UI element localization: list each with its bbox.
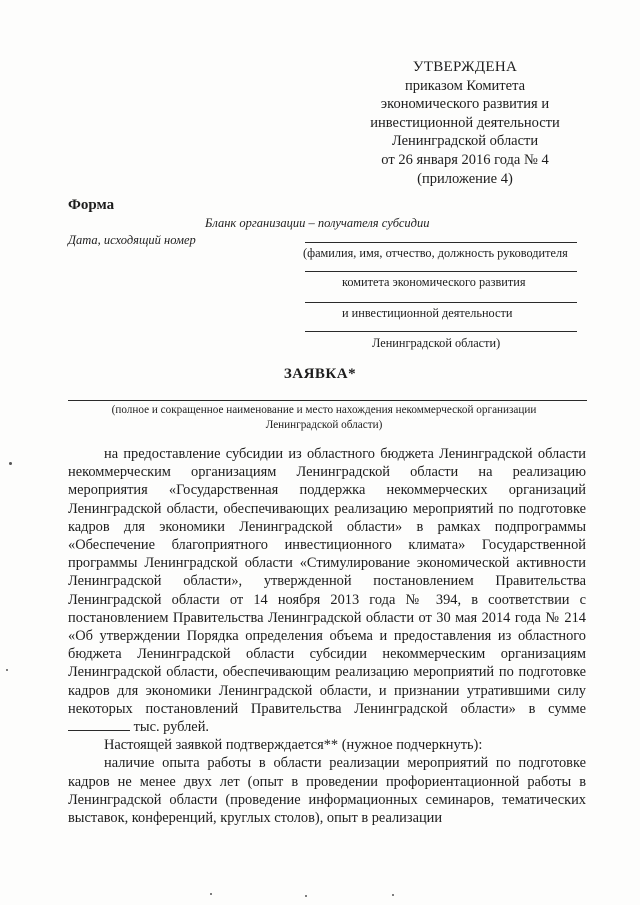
approval-title: УТВЕРЖДЕНА xyxy=(412,59,518,75)
scan-speck xyxy=(305,895,307,897)
approval-stamp xyxy=(330,58,600,188)
experience-paragraph: наличие опыта работы в области реализации мероприятий по подготовке кадров не менее двух лет (опыт в проведении профориентационной работы в Ленинградской области (проведение информационных семинаров, тематических выставок, конференций, круглых столов), опыт в реализации xyxy=(68,755,586,827)
approval-line: экономического развития и xyxy=(380,96,550,113)
approval-line: от 26 января 2016 года № 4 xyxy=(381,151,549,168)
organization-caption xyxy=(68,403,580,433)
amount-fill-line xyxy=(68,718,130,731)
organization-fill-line xyxy=(68,400,587,401)
approval-line: приказом Комитета xyxy=(404,77,526,94)
form-label: Форма xyxy=(68,197,115,213)
recipient-fill-line xyxy=(305,242,577,243)
organization-caption-line: (полное и сокращенное наименование и место нахождения некоммерческой организации xyxy=(111,404,537,416)
subsidy-paragraph-text: на предоставление субсидии из областного бюджета Ленинградской области некоммерческим организациям Ленинградской области на реализацию мероприятия «Государственная поддержка некоммерческих организаций Ленинградской области, обеспечивающих реализацию мероприятий по подготовке кадров для экономики Ленинградской области» в рамках подпрограммы «Обеспечение благоприятного инвестиционного климата» Государственной программы Ленинградской области «Стимулирование экономической активности Ленинградской области», утвержденной постановлением Правительства Ленинградской области от 14 ноября 2013 года № 394, в соответствии с постановлением Правительства Ленинградской области от 30 мая 2014 года № 214 «Об утверждении Порядка определения объема и предоставления из областного бюджета Ленинградской области субсидии некоммерческим организациям Ленинградской области, обеспечивающим реализацию мероприятий по подготовке кадров для экономики Ленинградской области, и признании утратившими силу некоторых постановлений Правительства Ленинградской области» в сумме xyxy=(68,446,586,717)
scan-speck xyxy=(6,669,8,671)
organization-letterhead-label: Бланк организации – получателя субсидии xyxy=(205,216,430,230)
approval-line: (приложение 4) xyxy=(417,170,513,187)
recipient-caption: и инвестиционной деятельности xyxy=(342,306,513,320)
subsidy-paragraph xyxy=(68,445,586,736)
amount-unit: тыс. рублей. xyxy=(133,719,209,736)
document-title: ЗАЯВКА* xyxy=(283,366,357,382)
organization-caption-line: Ленинградской области) xyxy=(265,419,383,431)
recipient-caption: комитета экономического развития xyxy=(342,275,526,289)
recipient-fill-line xyxy=(305,302,577,303)
recipient-fill-line xyxy=(305,271,577,272)
date-and-number-label: Дата, исходящий номер xyxy=(68,233,196,247)
scan-speck xyxy=(9,462,12,465)
scan-speck xyxy=(392,894,394,896)
recipient-caption: (фамилия, имя, отчество, должность руководителя xyxy=(303,246,568,260)
scan-speck xyxy=(210,893,212,895)
approval-line: инвестиционной деятельности xyxy=(370,114,560,131)
approval-line: Ленинградской области xyxy=(391,133,539,150)
confirmation-paragraph: Настоящей заявкой подтверждается** (нужное подчеркнуть): xyxy=(104,737,483,754)
recipient-caption: Ленинградской области) xyxy=(372,336,501,350)
application-body xyxy=(68,445,586,827)
recipient-fill-line xyxy=(305,331,577,332)
